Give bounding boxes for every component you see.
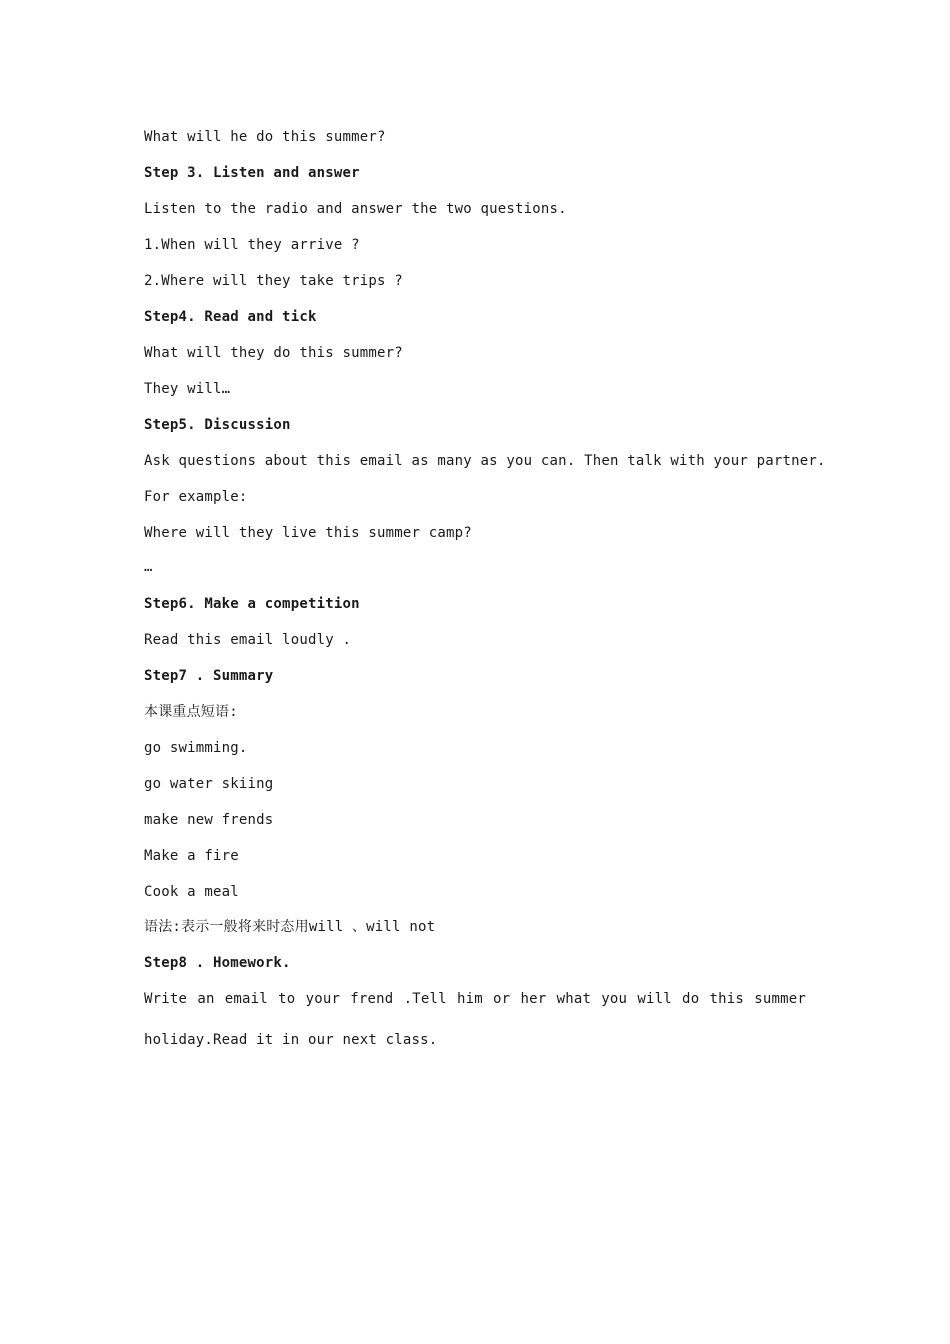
ellipsis: … <box>144 559 153 575</box>
phrase-item: go swimming. <box>144 740 248 756</box>
phrase-item: Cook a meal <box>144 884 239 900</box>
phrase-item: go water skiing <box>144 776 274 792</box>
example-label: For example: <box>144 489 248 505</box>
grammar-note: 语法:表示一般将来时态用will 、will not <box>144 919 436 935</box>
question-1: 1.When will they arrive ? <box>144 237 360 253</box>
example-question: Where will they live this summer camp? <box>144 525 472 541</box>
phrase-item: make new frends <box>144 812 274 828</box>
question-line: What will he do this summer? <box>144 129 386 145</box>
step6-instruction: Read this email loudly . <box>144 632 352 648</box>
step7-heading: Step7 . Summary <box>144 668 274 684</box>
step4-question: What will they do this summer? <box>144 345 403 361</box>
step6-heading: Step6. Make a competition <box>144 596 360 612</box>
step5-instruction: Ask questions about this email as many as you can. Then talk with your partner. <box>144 453 826 469</box>
step8-heading: Step8 . Homework. <box>144 955 291 971</box>
homework-line-2: holiday.Read it in our next class. <box>144 1032 438 1048</box>
step4-answer: They will… <box>144 381 231 397</box>
key-phrases-label: 本课重点短语: <box>144 704 238 720</box>
step4-heading: Step4. Read and tick <box>144 309 317 325</box>
step5-heading: Step5. Discussion <box>144 417 291 433</box>
homework-line-1: Write an email to your frend .Tell him or her what you will do this summer <box>144 991 806 1007</box>
step3-instruction: Listen to the radio and answer the two questions. <box>144 201 567 217</box>
question-2: 2.Where will they take trips ? <box>144 273 403 289</box>
step3-heading: Step 3. Listen and answer <box>144 165 360 181</box>
phrase-item: Make a fire <box>144 848 239 864</box>
